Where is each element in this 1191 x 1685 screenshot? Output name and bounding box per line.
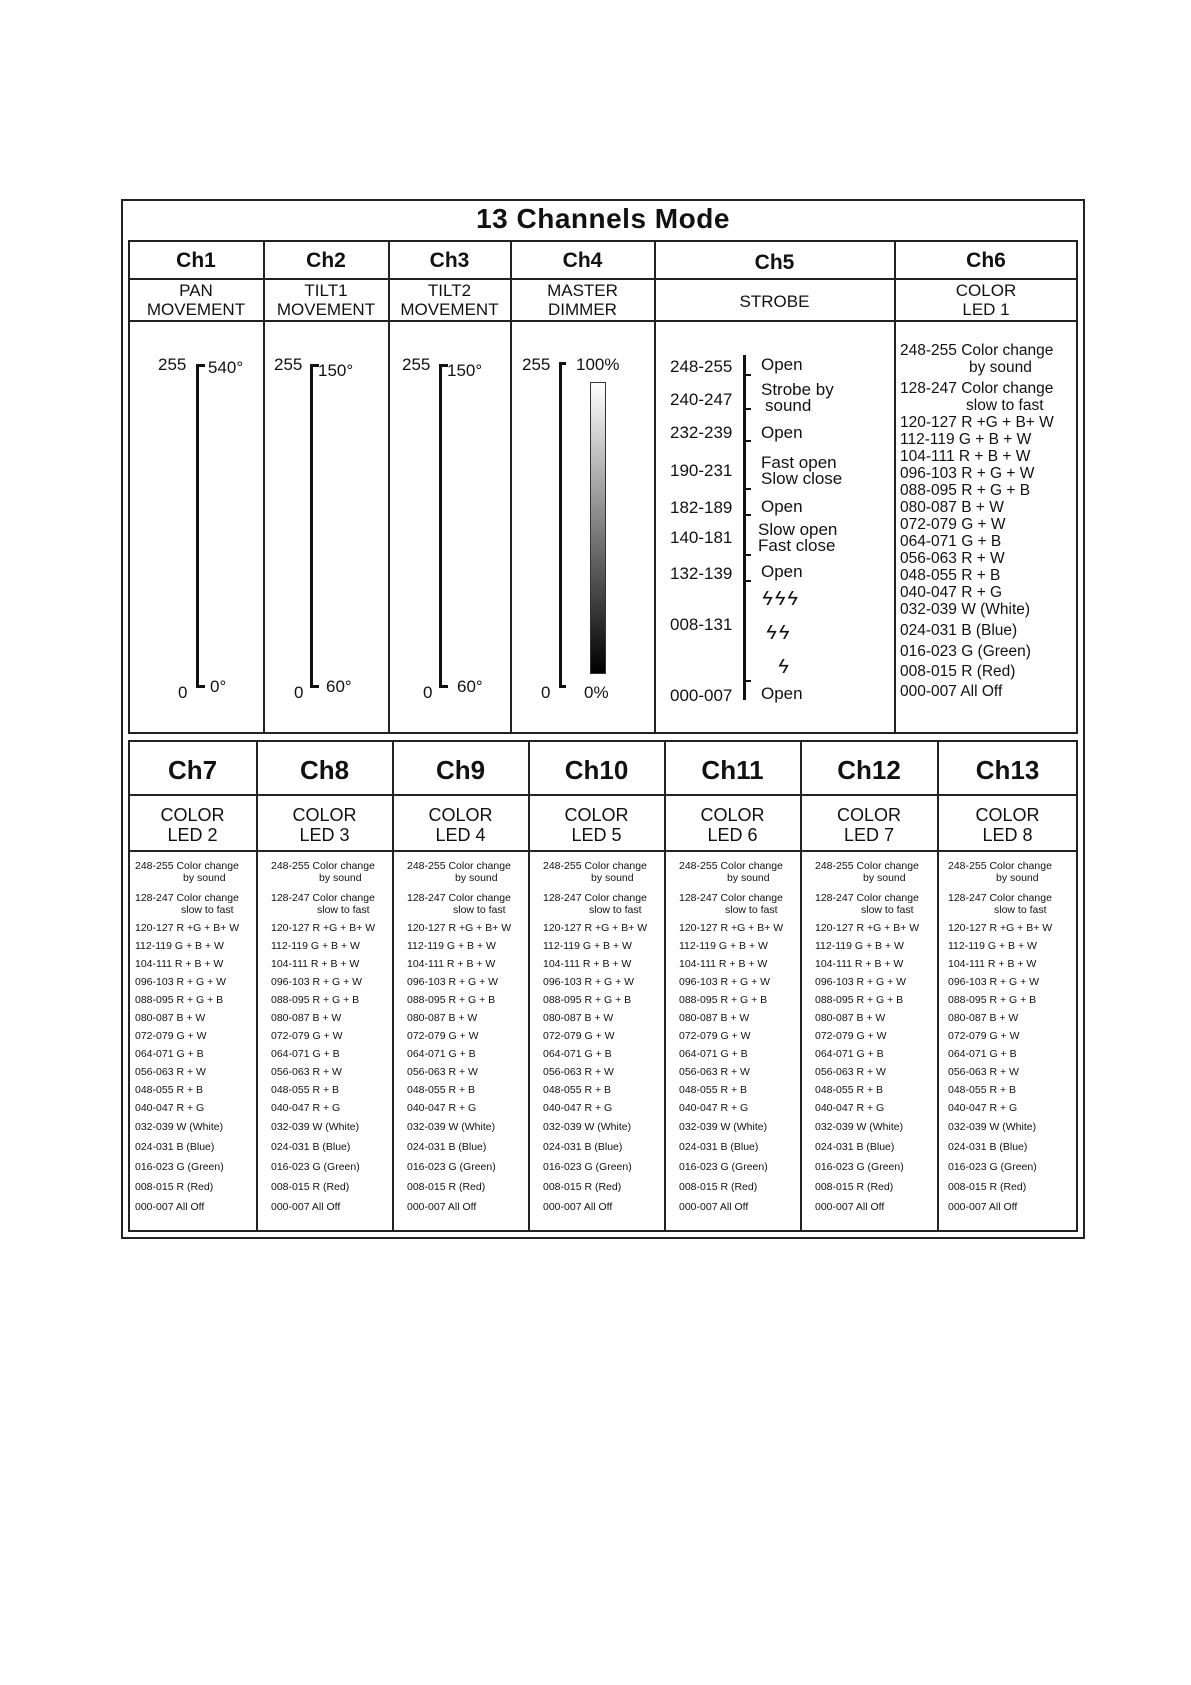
- ch1-fader: [196, 364, 199, 688]
- ch6-item: 032-039 W (White): [900, 601, 1031, 618]
- led-item: 080-087 B + W: [135, 1012, 206, 1024]
- top-sub-divider: [129, 320, 1077, 322]
- led-item: slow to fast: [725, 904, 778, 916]
- led-item: slow to fast: [861, 904, 914, 916]
- led-item: 096-103 R + G + W: [407, 976, 499, 988]
- ch3-min-deg: 60°: [457, 677, 483, 696]
- ch10-sub: COLOR LED 5: [564, 805, 629, 845]
- led-item: 064-071 G + B: [679, 1048, 748, 1060]
- strobe-desc: Open: [761, 423, 803, 442]
- ch9-header: Ch9: [435, 755, 486, 785]
- ch11-sub: COLOR LED 6: [700, 805, 765, 845]
- led-item: 128-247 Color change: [948, 892, 1052, 904]
- ch4-max-pct: 100%: [576, 355, 620, 374]
- led-item: 072-079 G + W: [271, 1030, 343, 1042]
- led-item: 064-071 G + B: [407, 1048, 476, 1060]
- led-item: 072-079 G + W: [679, 1030, 751, 1042]
- led-item: 128-247 Color change: [543, 892, 647, 904]
- led-item: slow to fast: [994, 904, 1047, 916]
- led-item: 096-103 R + G + W: [948, 976, 1040, 988]
- ch6-item: 016-023 G (Green): [900, 643, 1031, 660]
- ch3-fader-bottom: [439, 685, 448, 688]
- led-item: by sound: [591, 872, 634, 884]
- led-item: 128-247 Color change: [135, 892, 239, 904]
- ch6-item: 040-047 R + G: [900, 584, 1003, 601]
- strobe-range: 000-007: [670, 686, 733, 705]
- led-item: 120-127 R +G + B+ W: [543, 922, 648, 934]
- ch6-item: 048-055 R + B: [900, 567, 1001, 584]
- led-item: 024-031 B (Blue): [543, 1141, 623, 1153]
- strobe-desc: Open: [761, 497, 803, 516]
- ch4-sub: MASTER DIMMER: [547, 281, 618, 319]
- led-item: 008-015 R (Red): [679, 1181, 758, 1193]
- led-item: 112-119 G + B + W: [407, 940, 496, 952]
- led-item: 016-023 G (Green): [815, 1161, 904, 1173]
- led-item: 048-055 R + B: [407, 1084, 476, 1096]
- led-item: 104-111 R + B + W: [815, 958, 904, 970]
- led-item: 248-255 Color change: [543, 860, 647, 872]
- col-divider: [654, 241, 656, 733]
- led-item: 112-119 G + B + W: [543, 940, 632, 952]
- led-item: 104-111 R + B + W: [135, 958, 224, 970]
- bottom-header-divider: [129, 794, 1077, 796]
- led-item: 040-047 R + G: [407, 1102, 477, 1114]
- led-item: 016-023 G (Green): [407, 1161, 496, 1173]
- led-item: 128-247 Color change: [407, 892, 511, 904]
- led-item: 064-071 G + B: [948, 1048, 1017, 1060]
- ch6-header: Ch6: [966, 249, 1006, 272]
- led-item: 120-127 R +G + B+ W: [679, 922, 784, 934]
- led-item: 080-087 B + W: [407, 1012, 478, 1024]
- led-item: 000-007 All Off: [135, 1201, 205, 1213]
- led-item: by sound: [863, 872, 906, 884]
- ch9-sub: COLOR LED 4: [428, 805, 493, 845]
- strobe-bolts-slow: ϟ: [778, 656, 791, 678]
- led-item: 048-055 R + B: [271, 1084, 340, 1096]
- strobe-range: 132-139: [670, 564, 733, 583]
- led-item: 008-015 R (Red): [815, 1181, 894, 1193]
- led-item: 008-015 R (Red): [543, 1181, 622, 1193]
- led-item: 088-095 R + G + B: [135, 994, 224, 1006]
- ch2-min: 0: [294, 683, 304, 702]
- ch11-header: Ch11: [701, 755, 764, 785]
- led-item: by sound: [183, 872, 226, 884]
- led-item: 056-063 R + W: [271, 1066, 342, 1078]
- led-item: 248-255 Color change: [679, 860, 783, 872]
- ch8-sub: COLOR LED 3: [292, 805, 357, 845]
- led-item: 088-095 R + G + B: [271, 994, 360, 1006]
- led-item: 088-095 R + G + B: [543, 994, 632, 1006]
- led-item: by sound: [455, 872, 498, 884]
- led-item: slow to fast: [589, 904, 642, 916]
- strobe-range: 008-131: [670, 615, 733, 634]
- led-item: 080-087 B + W: [948, 1012, 1019, 1024]
- led-item: 072-079 G + W: [135, 1030, 207, 1042]
- led-item: 112-119 G + B + W: [679, 940, 768, 952]
- led-item: 120-127 R +G + B+ W: [407, 922, 512, 934]
- led-item: 024-031 B (Blue): [271, 1141, 351, 1153]
- led-item: slow to fast: [317, 904, 370, 916]
- led-item: 248-255 Color change: [407, 860, 511, 872]
- ch6-item: 112-119 G + B + W: [900, 431, 1032, 448]
- led-item: 056-063 R + W: [679, 1066, 750, 1078]
- led-item: 104-111 R + B + W: [948, 958, 1037, 970]
- led-item: 008-015 R (Red): [948, 1181, 1027, 1193]
- strobe-tick: [743, 374, 751, 376]
- ch6-item: 088-095 R + G + B: [900, 482, 1031, 499]
- ch4-dimmer-gradient: [590, 382, 606, 674]
- led-item: 056-063 R + W: [948, 1066, 1019, 1078]
- ch6-sub: COLOR LED 1: [955, 281, 1017, 319]
- led-item: 032-039 W (White): [679, 1121, 768, 1133]
- strobe-bracket: [743, 355, 746, 700]
- led-item: 000-007 All Off: [679, 1201, 749, 1213]
- led-item: 016-023 G (Green): [271, 1161, 360, 1173]
- ch13-header: Ch13: [975, 755, 1040, 785]
- led-item: 072-079 G + W: [543, 1030, 615, 1042]
- ch6-item: 080-087 B + W: [900, 499, 1004, 516]
- strobe-tick: [743, 580, 751, 582]
- led-item: 056-063 R + W: [815, 1066, 886, 1078]
- led-item: 016-023 G (Green): [543, 1161, 632, 1173]
- strobe-desc: Fast open: [761, 453, 837, 472]
- led-item: 048-055 R + B: [135, 1084, 204, 1096]
- led-item: 056-063 R + W: [135, 1066, 206, 1078]
- led-item: 040-047 R + G: [815, 1102, 885, 1114]
- ch3-header: Ch3: [429, 249, 470, 272]
- led-item: 016-023 G (Green): [948, 1161, 1037, 1173]
- led-item: 032-039 W (White): [271, 1121, 360, 1133]
- ch7-header: Ch7: [167, 755, 218, 785]
- ch4-fader: [559, 362, 562, 688]
- led-item: 040-047 R + G: [543, 1102, 613, 1114]
- ch12-header: Ch12: [837, 755, 901, 785]
- led-item: 096-103 R + G + W: [679, 976, 771, 988]
- ch2-max-deg: 150°: [318, 361, 354, 380]
- led-item: 032-039 W (White): [407, 1121, 496, 1133]
- ch3-max-deg: 150°: [447, 361, 483, 380]
- ch1-fader-bottom: [196, 685, 205, 688]
- strobe-tick: [743, 680, 751, 682]
- led-item: 128-247 Color change: [815, 892, 919, 904]
- led-item: 000-007 All Off: [543, 1201, 613, 1213]
- strobe-tick: [743, 440, 751, 442]
- ch3-min: 0: [423, 683, 433, 702]
- ch3-max: 255: [402, 355, 431, 374]
- led-item: 056-063 R + W: [543, 1066, 614, 1078]
- ch8-header: Ch8: [299, 755, 350, 785]
- ch13-sub: COLOR LED 8: [975, 805, 1040, 845]
- led-item: 072-079 G + W: [407, 1030, 479, 1042]
- led-item: 248-255 Color change: [271, 860, 375, 872]
- led-item: 056-063 R + W: [407, 1066, 478, 1078]
- strobe-desc: Open: [761, 562, 803, 581]
- ch12-sub: COLOR LED 7: [836, 805, 901, 845]
- led-item: 000-007 All Off: [271, 1201, 341, 1213]
- led-item: 112-119 G + B + W: [135, 940, 224, 952]
- led-item: 096-103 R + G + W: [271, 976, 363, 988]
- led-item: 104-111 R + B + W: [271, 958, 360, 970]
- led-item: 048-055 R + B: [815, 1084, 884, 1096]
- ch6-item: 104-111 R + B + W: [900, 448, 1031, 465]
- led-item: 072-079 G + W: [948, 1030, 1020, 1042]
- ch2-sub: TILT1 MOVEMENT: [276, 281, 376, 319]
- led-item: 104-111 R + B + W: [543, 958, 632, 970]
- led-item: 024-031 B (Blue): [135, 1141, 215, 1153]
- led-item: 112-119 G + B + W: [271, 940, 360, 952]
- strobe-range: 240-247: [670, 390, 733, 409]
- ch6-item: 008-015 R (Red): [900, 663, 1016, 680]
- ch5-sub: STROBE: [739, 292, 810, 311]
- led-item: 024-031 B (Blue): [407, 1141, 487, 1153]
- led-item: 000-007 All Off: [815, 1201, 885, 1213]
- ch2-fader: [310, 364, 313, 688]
- strobe-range: 232-239: [670, 423, 733, 442]
- top-header-divider: [129, 278, 1077, 280]
- led-item: 048-055 R + B: [679, 1084, 748, 1096]
- led-item: slow to fast: [181, 904, 234, 916]
- ch6-item: 056-063 R + W: [900, 550, 1005, 567]
- strobe-desc: Fast close: [758, 536, 836, 555]
- ch6-item: 024-031 B (Blue): [900, 622, 1018, 639]
- ch3-sub: TILT2 MOVEMENT: [400, 281, 499, 319]
- led-item: 008-015 R (Red): [135, 1181, 214, 1193]
- led-item: 248-255 Color change: [948, 860, 1052, 872]
- led-item: 104-111 R + B + W: [679, 958, 768, 970]
- ch3-fader: [439, 364, 442, 688]
- led-item: 088-095 R + G + B: [815, 994, 904, 1006]
- led-item: 112-119 G + B + W: [948, 940, 1037, 952]
- led-item: 064-071 G + B: [135, 1048, 204, 1060]
- ch6-item: 072-079 G + W: [900, 516, 1006, 533]
- ch2-header: Ch2: [306, 249, 346, 272]
- led-item: 032-039 W (White): [815, 1121, 904, 1133]
- led-item: 064-071 G + B: [815, 1048, 884, 1060]
- led-item: 080-087 B + W: [543, 1012, 614, 1024]
- led-item: 112-119 G + B + W: [815, 940, 904, 952]
- strobe-bolts-fast: ϟϟϟ: [762, 588, 800, 610]
- led-item: 024-031 B (Blue): [815, 1141, 895, 1153]
- led-item: 024-031 B (Blue): [948, 1141, 1028, 1153]
- strobe-range: 190-231: [670, 461, 733, 480]
- ch5-header: Ch5: [754, 251, 795, 274]
- ch4-min: 0: [541, 683, 551, 702]
- strobe-desc: Open: [761, 355, 803, 374]
- strobe-tick: [743, 408, 751, 410]
- ch6-item: 096-103 R + G + W: [900, 465, 1035, 482]
- strobe-desc: Slow close: [761, 469, 843, 488]
- led-item: 016-023 G (Green): [679, 1161, 768, 1173]
- strobe-range: 182-189: [670, 498, 733, 517]
- led-item: 120-127 R +G + B+ W: [271, 922, 376, 934]
- led-item: 064-071 G + B: [271, 1048, 340, 1060]
- led-item: 000-007 All Off: [407, 1201, 477, 1213]
- strobe-tick: [743, 554, 751, 556]
- ch2-min-deg: 60°: [326, 677, 352, 696]
- led-item: 080-087 B + W: [271, 1012, 342, 1024]
- ch6-item: 128-247 Color change: [900, 380, 1054, 397]
- led-item: 024-031 B (Blue): [679, 1141, 759, 1153]
- led-item: 064-071 G + B: [543, 1048, 612, 1060]
- led-item: 040-047 R + G: [271, 1102, 341, 1114]
- led-item: 088-095 R + G + B: [407, 994, 496, 1006]
- strobe-desc: sound: [765, 396, 812, 415]
- led-item: 048-055 R + B: [948, 1084, 1017, 1096]
- led-item: 096-103 R + G + W: [543, 976, 635, 988]
- ch6-item: 064-071 G + B: [900, 533, 1002, 550]
- strobe-desc: Open: [761, 684, 803, 703]
- led-item: by sound: [996, 872, 1039, 884]
- led-item: by sound: [727, 872, 770, 884]
- strobe-range: 248-255: [670, 357, 733, 376]
- page-title: 13 Channels Mode: [476, 203, 730, 234]
- ch1-fader-top: [196, 364, 205, 367]
- led-item: slow to fast: [453, 904, 506, 916]
- ch6-item: 248-255 Color change: [900, 342, 1054, 359]
- ch7-sub: COLOR LED 2: [160, 805, 225, 845]
- led-item: 248-255 Color change: [815, 860, 919, 872]
- strobe-desc: Strobe by: [761, 380, 834, 399]
- ch6-item: slow to fast: [966, 397, 1044, 414]
- ch4-max: 255: [522, 355, 551, 374]
- led-item: 032-039 W (White): [543, 1121, 632, 1133]
- ch4-fader-top: [559, 362, 566, 365]
- led-item: 032-039 W (White): [948, 1121, 1037, 1133]
- led-item: 040-047 R + G: [948, 1102, 1018, 1114]
- ch4-fader-bottom: [559, 685, 566, 688]
- strobe-tick: [743, 514, 751, 516]
- ch1-header: Ch1: [176, 249, 216, 272]
- led-item: 040-047 R + G: [135, 1102, 205, 1114]
- led-item: 128-247 Color change: [271, 892, 375, 904]
- led-item: 248-255 Color change: [135, 860, 239, 872]
- ch4-header: Ch4: [562, 249, 603, 272]
- strobe-desc: Slow open: [758, 520, 838, 539]
- led-item: 128-247 Color change: [679, 892, 783, 904]
- led-item: 120-127 R +G + B+ W: [948, 922, 1053, 934]
- led-item: 016-023 G (Green): [135, 1161, 224, 1173]
- ch1-max: 255: [158, 355, 187, 374]
- strobe-tick: [743, 488, 751, 490]
- ch1-sub: PAN MOVEMENT: [146, 281, 246, 319]
- strobe-bolts-mid: ϟϟ: [766, 622, 792, 644]
- led-item: by sound: [319, 872, 362, 884]
- led-item: 048-055 R + B: [543, 1084, 612, 1096]
- led-item: 080-087 B + W: [815, 1012, 886, 1024]
- led-item: 080-087 B + W: [679, 1012, 750, 1024]
- ch10-header: Ch10: [564, 755, 629, 785]
- led-item: 120-127 R +G + B+ W: [815, 922, 920, 934]
- led-item: 104-111 R + B + W: [407, 958, 496, 970]
- ch4-min-pct: 0%: [584, 683, 609, 702]
- led-item: 000-007 All Off: [948, 1201, 1018, 1213]
- ch6-item: by sound: [969, 359, 1032, 376]
- strobe-range: 140-181: [670, 528, 733, 547]
- led-item: 120-127 R +G + B+ W: [135, 922, 240, 934]
- ch6-item: 000-007 All Off: [900, 683, 1003, 700]
- ch1-min: 0: [178, 683, 188, 702]
- ch1-min-deg: 0°: [210, 677, 227, 696]
- led-item: 088-095 R + G + B: [679, 994, 768, 1006]
- led-item: 096-103 R + G + W: [135, 976, 227, 988]
- led-item: 008-015 R (Red): [271, 1181, 350, 1193]
- led-item: 096-103 R + G + W: [815, 976, 907, 988]
- led-item: 088-095 R + G + B: [948, 994, 1037, 1006]
- led-item: 072-079 G + W: [815, 1030, 887, 1042]
- ch1-max-deg: 540°: [208, 358, 244, 377]
- led-item: 008-015 R (Red): [407, 1181, 486, 1193]
- led-item: 032-039 W (White): [135, 1121, 224, 1133]
- bottom-sub-divider: [129, 850, 1077, 852]
- ch2-max: 255: [274, 355, 303, 374]
- ch2-fader-bottom: [310, 685, 319, 688]
- ch6-item: 120-127 R +G + B+ W: [900, 414, 1054, 431]
- led-item: 040-047 R + G: [679, 1102, 749, 1114]
